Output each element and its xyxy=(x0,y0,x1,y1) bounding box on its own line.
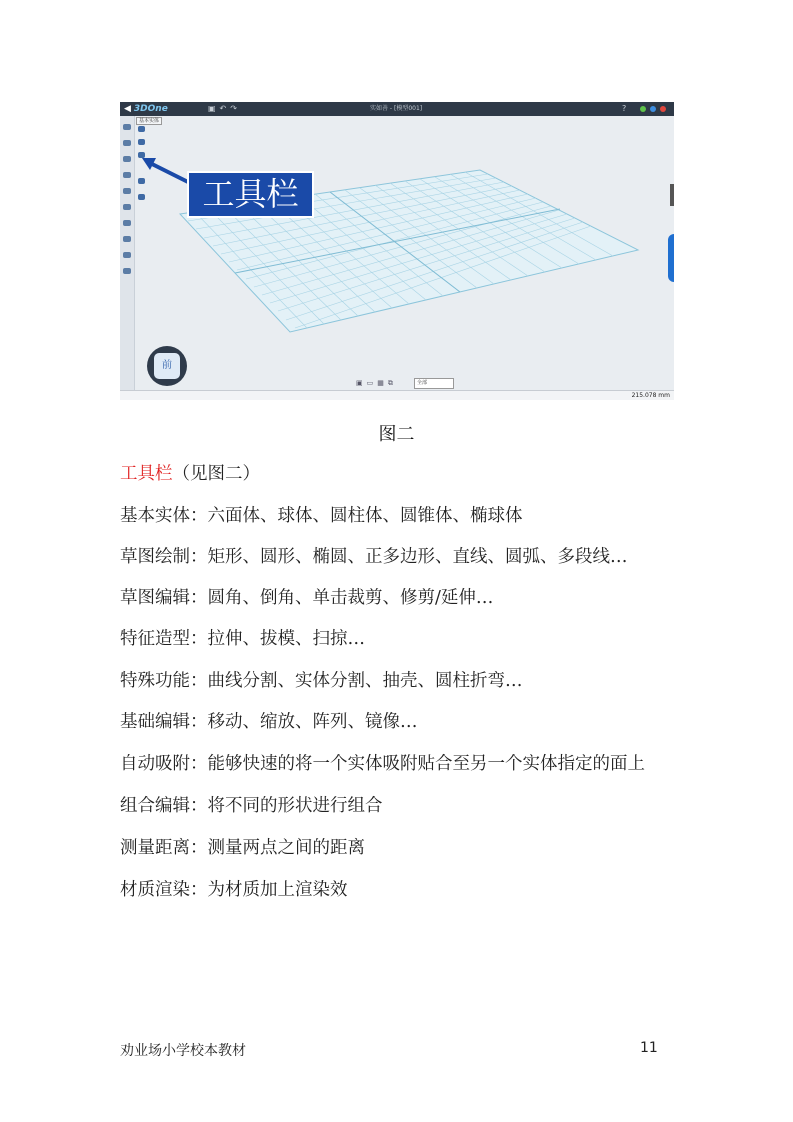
app-logo: ◀ 3DOne xyxy=(124,104,168,114)
document-title: 实如善 - [模型001] xyxy=(370,105,423,112)
list-item: 材质渲染：为材质加上渲染效 xyxy=(120,880,348,900)
toolbar-heading-red: 工具栏 xyxy=(120,464,173,484)
quick-access-icons[interactable]: ▣↶↷ xyxy=(208,104,241,113)
toolbar-measure-icon[interactable] xyxy=(123,252,131,258)
toolbar-material-icon[interactable] xyxy=(123,268,131,274)
footer-title: 劝业场小学校本教材 xyxy=(120,1043,246,1059)
list-item: 特殊功能：曲线分割、实体分割、抽壳、圆柱折弯… xyxy=(120,671,523,691)
scale-readout: 215.078 mm xyxy=(631,392,670,399)
toolbar-callout: 工具栏 xyxy=(187,171,314,218)
maximize-icon[interactable] xyxy=(650,106,656,112)
right-panel-handle[interactable] xyxy=(668,234,674,282)
page-number: 11 xyxy=(640,1040,658,1056)
minimize-icon[interactable] xyxy=(640,106,646,112)
view-cube[interactable] xyxy=(147,346,187,386)
list-item: 草图编辑：圆角、倒角、单击裁剪、修剪/延伸… xyxy=(120,588,494,608)
view-filter-select[interactable]: 全部 xyxy=(414,378,454,389)
list-item: 测量距离：测量两点之间的距离 xyxy=(120,838,365,858)
status-bar xyxy=(120,390,674,400)
figure-caption: 图二 xyxy=(378,424,415,445)
toolbar-heading-rest: （见图二） xyxy=(172,464,260,484)
list-item: 草图绘制：矩形、圆形、椭圆、正多边形、直线、圆弧、多段线… xyxy=(120,547,628,567)
paper-plane-icon: ◀ xyxy=(124,104,131,114)
list-item: 自动吸附：能够快速的将一个实体吸附贴合至另一个实体指定的面上 xyxy=(120,754,645,774)
toolbar-heading xyxy=(120,460,260,485)
bottom-view-tools[interactable]: ▣▭▦⧉ xyxy=(356,379,397,387)
list-item: 组合编辑：将不同的形状进行组合 xyxy=(120,796,383,816)
tool-tooltip: 基本实体 xyxy=(136,117,162,125)
help-icon[interactable]: ? xyxy=(622,104,627,113)
view-cube-face[interactable]: 前 xyxy=(154,353,180,379)
list-item: 基础编辑：移动、缩放、阵列、镜像… xyxy=(120,712,418,732)
list-item: 基本实体：六面体、球体、圆柱体、圆锥体、椭球体 xyxy=(120,506,523,526)
close-icon[interactable] xyxy=(660,106,666,112)
list-item: 特征造型：拉伸、拔模、扫掠… xyxy=(120,629,365,649)
toolbar-combine-icon[interactable] xyxy=(123,236,131,242)
right-panel-tab[interactable] xyxy=(670,184,674,206)
software-screenshot xyxy=(120,102,674,400)
